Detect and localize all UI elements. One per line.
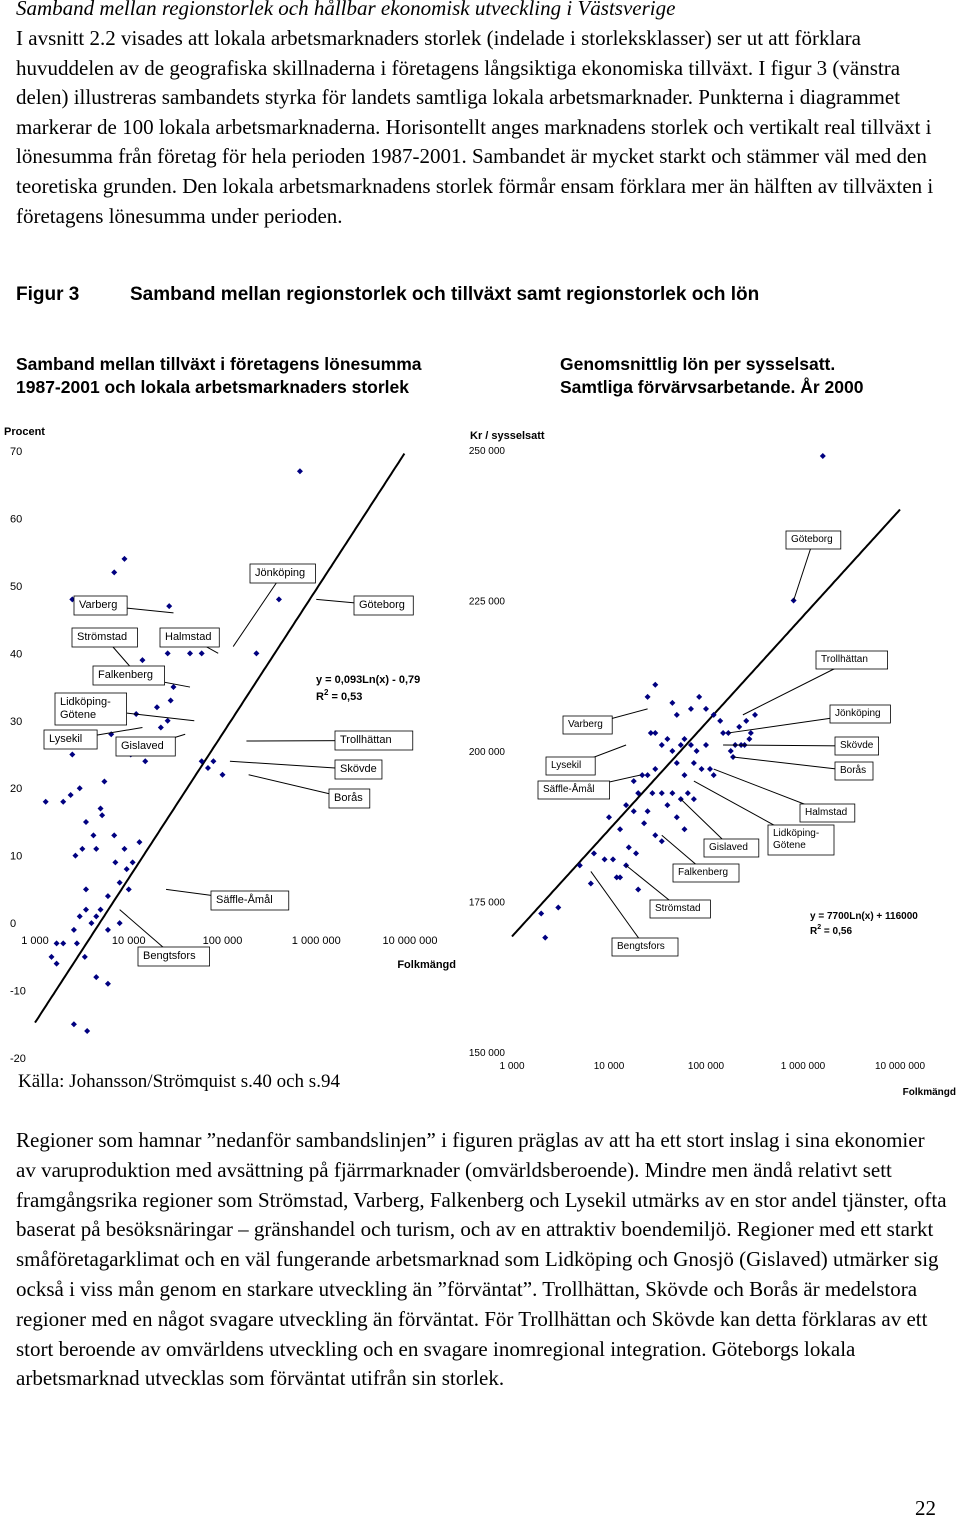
y-tick-label: 10 (10, 850, 23, 863)
intro-paragraph: I avsnitt 2.2 visades att lokala arbetsmarknaders storlek (indelade i storleksklasser) ser ut att förklara huvuddelen av de geografiska skillnaderna i företagens långsiktiga ekonomiska tillväxt. I figur 3 (vänstra delen) illustreras sambandets styrka för landets samtliga lokala arbetsmarknader. Punkterna i diagrammet markerar de 100 lokala arbetsmarknaderna. Horisontellt anges marknadens storlek och vertikalt real tillväxt i lönesumma från företag för hela perioden 1987-2001. Sambandet är mycket starkt och stämmer väl med den teoretiska grunden. Den lokala arbetsmarknadens storlek förmår ensam förklara mer än hälften av tillväxten i företagens lönesumma under perioden. (16, 26, 934, 228)
data-point (43, 799, 49, 805)
x-tick-label: 100 000 (687, 1061, 725, 1072)
callout-label: Säffle-Åmål (543, 784, 595, 795)
data-point (72, 853, 78, 859)
figure-title: Samband mellan regionstorlek och tillväxt samt regionstorlek och lön (130, 284, 760, 305)
data-point (669, 790, 675, 796)
left-subtitle-line-1: Samband mellan tillväxt i företagens lönesumma (16, 354, 422, 374)
data-point (49, 954, 55, 960)
callout-label: Gislaved (121, 740, 164, 752)
data-point (165, 718, 171, 724)
data-point (649, 790, 655, 796)
data-point (602, 856, 608, 862)
data-point (641, 820, 647, 826)
r-squared: $R^2 = 0,56$ (810, 924, 852, 937)
data-point (139, 657, 145, 663)
data-point (691, 796, 697, 802)
data-point (645, 694, 651, 700)
data-point (105, 893, 111, 899)
callout-label: Skövde (840, 740, 874, 751)
data-point (659, 790, 665, 796)
data-point (69, 752, 75, 758)
x-tick-label: 10 000 000 (874, 1061, 926, 1072)
data-point (77, 913, 83, 919)
data-point (703, 706, 709, 712)
data-point (83, 886, 89, 892)
growth-scatter-chart (0, 415, 460, 1070)
y-tick-label: 70 (10, 446, 23, 458)
data-point (158, 725, 164, 731)
callout-label: Bengtsfors (617, 941, 665, 952)
callout-label: Strömstad (655, 903, 701, 914)
data-point (54, 940, 60, 946)
data-point (645, 772, 651, 778)
callout-line (591, 871, 645, 947)
data-point (142, 758, 148, 764)
data-point (112, 859, 118, 865)
callout-label: Trollhättan (821, 654, 868, 665)
right-subtitle-line-2: Samtliga förvärvsarbetande. År 2000 (560, 377, 864, 397)
data-point (610, 856, 616, 862)
data-point (681, 826, 687, 832)
data-point (699, 766, 705, 772)
left-subtitle-line-2: 1987-2001 och lokala arbetsmarknaders storlek (16, 377, 409, 397)
x-tick-label: 100 000 (202, 935, 243, 947)
data-point (591, 850, 597, 856)
data-point (130, 859, 136, 865)
data-point (664, 802, 670, 808)
data-point (606, 814, 612, 820)
x-axis-title: Folkmängd (397, 959, 456, 971)
data-point (111, 569, 117, 575)
data-point (71, 1021, 77, 1027)
data-point (664, 736, 670, 742)
data-point (82, 954, 88, 960)
data-point (168, 698, 174, 704)
data-point (717, 718, 723, 724)
y-tick-label: 200 000 (468, 747, 505, 758)
body-paragraph: Regioner som hamnar ”nedanför sambandslinjen” i figuren präglas av att ha ett stort inslag i sina ekonomier av varuproduktion med avsättning på fjärrmarknader (omvärldsberoende). Mindre men ändå relativt sett framgångsrika regioner som Strömstad, Varberg, Falkenberg och Lysekil utmärks av en stor andel tjänster, ofta baserat på besöksnäringar – gränshandel och turism, och av en attraktiv boendemiljö. Regioner med ett starkt småföretagarklimat och en väl fungerande arbetsmarknad som Lidköping och Gnosjö (Gislaved) utmärker sig också i viss mån genom en starkare utveckling än ”förväntat”. Trollhättan, Skövde och Borås är medelstora regioner med en något svagare utveckling än förväntat. För Trollhättan och Skövde kan detta förklaras av ett stort beroende av omvärldens utveckling och en svagare inomregional integration. Göteborgs lokala arbetsmarknad utvecklas som förväntat utifrån sin storlek. (16, 1128, 947, 1391)
data-point (297, 468, 303, 474)
data-point (93, 974, 99, 980)
figure-label: Figur 3 (16, 284, 80, 305)
data-point (645, 808, 651, 814)
data-point (99, 812, 105, 818)
y-tick-label: 0 (10, 918, 17, 931)
data-point (74, 940, 80, 946)
y-tick-label: 20 (10, 783, 23, 796)
callout-label: Säffle-Åmål (216, 894, 273, 906)
right-subtitle-line-1: Genomsnittlig lön per sysselsatt. (560, 354, 836, 374)
callout-label: Varberg (79, 599, 118, 611)
data-point (205, 765, 211, 771)
data-point (187, 650, 193, 656)
data-point (90, 832, 96, 838)
data-point (538, 911, 544, 917)
right-chart-subtitle (560, 353, 863, 399)
data-point (117, 880, 123, 886)
data-point (117, 920, 123, 926)
data-point (98, 805, 104, 811)
callout-label: Skövde (340, 763, 377, 775)
data-point (659, 742, 665, 748)
data-point (124, 866, 130, 872)
data-point (154, 704, 160, 710)
data-point (83, 907, 89, 913)
data-point (743, 718, 749, 724)
data-point (121, 846, 127, 852)
callout-label: Lidköping-Götene (60, 696, 111, 721)
y-tick-label: 150 000 (468, 1048, 505, 1059)
data-point (696, 694, 702, 700)
data-point (631, 778, 637, 784)
data-point (555, 905, 561, 911)
figure-source: Källa: Johansson/Strömquist s.40 och s.94 (18, 1071, 340, 1092)
data-point (165, 650, 171, 656)
callout-label: Lidköping-Götene (773, 828, 820, 851)
data-point (93, 846, 99, 852)
data-point (79, 846, 85, 852)
y-tick-label: -20 (10, 1053, 26, 1065)
callout-label: Jönköping (835, 708, 881, 719)
data-point (694, 748, 700, 754)
data-point (54, 961, 60, 967)
callout-label: Göteborg (359, 599, 405, 611)
data-point (652, 682, 658, 688)
data-point (588, 880, 594, 886)
data-point (60, 940, 66, 946)
callout-label: Strömstad (77, 631, 128, 643)
data-point (93, 913, 99, 919)
data-point (652, 730, 658, 736)
callout-label: Göteborg (791, 534, 833, 545)
data-point (84, 1028, 90, 1034)
data-point (220, 772, 226, 778)
data-point (736, 724, 742, 730)
x-axis-title: Folkmängd (902, 1087, 956, 1098)
callout-label: Jönköping (255, 567, 306, 579)
data-point (77, 785, 83, 791)
y-tick-label: 30 (10, 715, 23, 728)
data-point (652, 766, 658, 772)
data-point (617, 826, 623, 832)
y-axis-title: Procent (4, 426, 45, 438)
data-point (681, 736, 687, 742)
callout-label: Lysekil (551, 760, 582, 771)
data-point (631, 808, 637, 814)
r-squared: $R^2 = 0,53$ (316, 688, 363, 703)
data-point (83, 819, 89, 825)
callout-label: Borås (840, 765, 867, 776)
x-tick-label: 10 000 000 (382, 935, 438, 947)
data-point (746, 736, 752, 742)
data-point (748, 730, 754, 736)
callout-label: Bengtsfors (143, 950, 196, 962)
data-point (121, 556, 127, 562)
y-tick-label: -10 (10, 985, 26, 998)
callout-label: Falkenberg (98, 669, 154, 681)
callout-line (233, 574, 283, 647)
section-heading: Samband mellan regionstorlek och hållbar ekonomisk utveckling i Västsverige (16, 0, 676, 20)
callout-label: Halmstad (805, 807, 848, 818)
data-point (253, 650, 259, 656)
data-point (614, 874, 620, 880)
data-point (199, 650, 205, 656)
data-point (752, 712, 758, 718)
data-point (685, 790, 691, 796)
data-point (635, 886, 641, 892)
x-tick-label: 1 000 (499, 1061, 525, 1072)
data-point (707, 766, 713, 772)
data-point (210, 758, 216, 764)
data-point (659, 838, 665, 844)
data-point (542, 935, 548, 941)
data-point (674, 814, 680, 820)
data-point (101, 778, 107, 784)
trendline-equation: y = 0,093Ln(x) - 0,79 (316, 674, 421, 686)
y-axis-title: Kr / sysselsatt (470, 430, 545, 442)
data-point (681, 772, 687, 778)
data-point (691, 760, 697, 766)
data-point (652, 832, 658, 838)
data-point (276, 596, 282, 602)
page-number: 22 (915, 1496, 936, 1520)
data-point (88, 920, 94, 926)
callout-label: Varberg (568, 719, 603, 730)
y-tick-label: 175 000 (468, 897, 505, 909)
data-point (60, 799, 66, 805)
data-point (703, 742, 709, 748)
data-point (669, 700, 675, 706)
data-point (626, 844, 632, 850)
y-tick-label: 250 000 (468, 446, 505, 457)
x-tick-label: 1 000 000 (291, 935, 341, 947)
data-point (688, 706, 694, 712)
data-point (720, 730, 726, 736)
data-point (166, 603, 172, 609)
callout-label: Halmstad (165, 631, 212, 643)
data-point (728, 748, 734, 754)
callout-label: Borås (334, 792, 363, 804)
data-point (111, 832, 117, 838)
trendline-equation: y = 7700Ln(x) + 116000 (810, 911, 918, 922)
data-point (170, 684, 176, 690)
data-point (711, 772, 717, 778)
data-point (820, 453, 826, 459)
data-point (105, 981, 111, 987)
data-point (71, 927, 77, 933)
x-tick-label: 10 000 (593, 1061, 625, 1072)
x-tick-label: 1 000 (21, 935, 49, 947)
y-tick-label: 50 (10, 580, 23, 593)
data-point (68, 792, 74, 798)
left-chart-subtitle (16, 353, 422, 399)
callout-label: Falkenberg (678, 867, 729, 878)
x-tick-label: 1 000 000 (780, 1061, 826, 1072)
wage-scatter-chart (460, 415, 960, 1105)
callout-label: Gislaved (709, 842, 748, 853)
callout-label: Trollhättan (340, 734, 392, 746)
x-tick-label: 10 000 (111, 935, 146, 947)
data-point (98, 907, 104, 913)
callout-label: Lysekil (49, 733, 83, 745)
y-tick-label: 60 (10, 513, 23, 526)
data-point (136, 839, 142, 845)
y-tick-label: 40 (10, 648, 23, 661)
data-point (669, 748, 675, 754)
data-point (674, 760, 680, 766)
data-point (105, 927, 111, 933)
y-tick-label: 225 000 (468, 596, 505, 608)
data-point (126, 886, 132, 892)
data-point (674, 712, 680, 718)
data-point (633, 850, 639, 856)
